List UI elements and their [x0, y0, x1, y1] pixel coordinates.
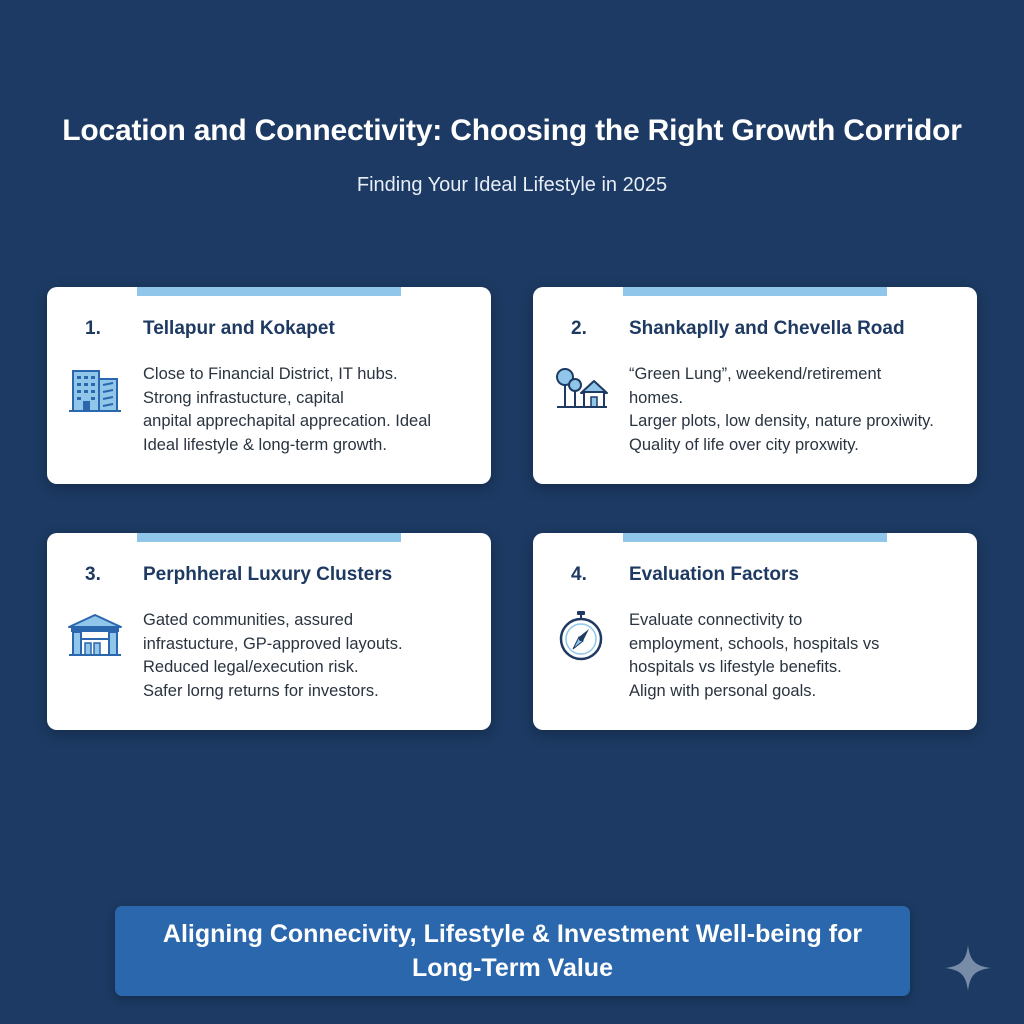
- card-shankaplly-chevella: [533, 287, 977, 484]
- banner-line-2: Long-Term Value: [412, 954, 613, 982]
- card-evaluation-factors: [533, 533, 977, 730]
- card-accent-bar: [137, 287, 401, 296]
- card-line: Safer lorng returns for investors.: [143, 681, 379, 700]
- card-accent-bar: [137, 533, 401, 542]
- card-line: Gated communities, assured: [143, 611, 354, 629]
- card-title: Shankaplly and Chevella Road: [629, 318, 905, 339]
- card-line: anpital apprechapital apprecation. Ideal: [143, 412, 432, 430]
- card-line: hospitals vs lifestyle benefits.: [629, 658, 842, 676]
- card-line: Quality of life over city proxwity.: [629, 435, 859, 454]
- card-number: 3.: [85, 564, 101, 585]
- card-description: [143, 363, 481, 457]
- office-building-icon: [67, 363, 123, 415]
- card-title: Perphheral Luxury Clusters: [143, 564, 393, 585]
- card-peripheral-luxury-clusters: [47, 533, 491, 730]
- card-number: 2.: [571, 318, 587, 339]
- card-line: Align with personal goals.: [629, 681, 817, 700]
- card-line: “Green Lung”, weekend/retirement: [629, 365, 882, 383]
- card-line: Reduced legal/execution risk.: [143, 658, 359, 676]
- card-title: Evaluation Factors: [629, 564, 799, 585]
- card-accent-bar: [623, 287, 887, 296]
- card-accent-bar: [623, 533, 887, 542]
- trees-house-icon: [553, 363, 609, 415]
- gated-community-icon: [67, 609, 123, 661]
- card-number: 1.: [85, 318, 101, 339]
- card-number: 4.: [571, 564, 587, 585]
- page-subtitle: Finding Your Ideal Lifestyle in 2025: [356, 174, 668, 196]
- card-line: employment, schools, hospitals vs: [629, 634, 880, 653]
- card-description: [143, 609, 481, 703]
- sparkle-icon: [943, 943, 993, 993]
- card-description: [629, 609, 967, 703]
- card-description: [629, 363, 967, 457]
- card-line: infrastucture, GP-approved layouts.: [143, 634, 403, 653]
- card-line: Evaluate connectivity to: [629, 611, 803, 629]
- card-line: Ideal lifestyle & long-term growth.: [143, 435, 387, 454]
- page-title: Location and Connectivity: Choosing the Right Growth Corridor: [62, 114, 962, 147]
- card-line: Strong infrastucture, capital: [143, 388, 344, 407]
- card-line: Close to Financial District, IT hubs.: [143, 365, 398, 383]
- banner-line-1: Aligning Connecivity, Lifestyle & Investment Well-being for: [162, 920, 863, 948]
- card-line: homes.: [629, 388, 684, 407]
- card-tellapur-kokapet: [47, 287, 491, 484]
- summary-banner: [115, 906, 910, 996]
- compass-icon: [553, 609, 609, 661]
- card-line: Larger plots, low density, nature proxiwity.: [629, 412, 934, 430]
- card-title: Tellapur and Kokapet: [143, 318, 335, 339]
